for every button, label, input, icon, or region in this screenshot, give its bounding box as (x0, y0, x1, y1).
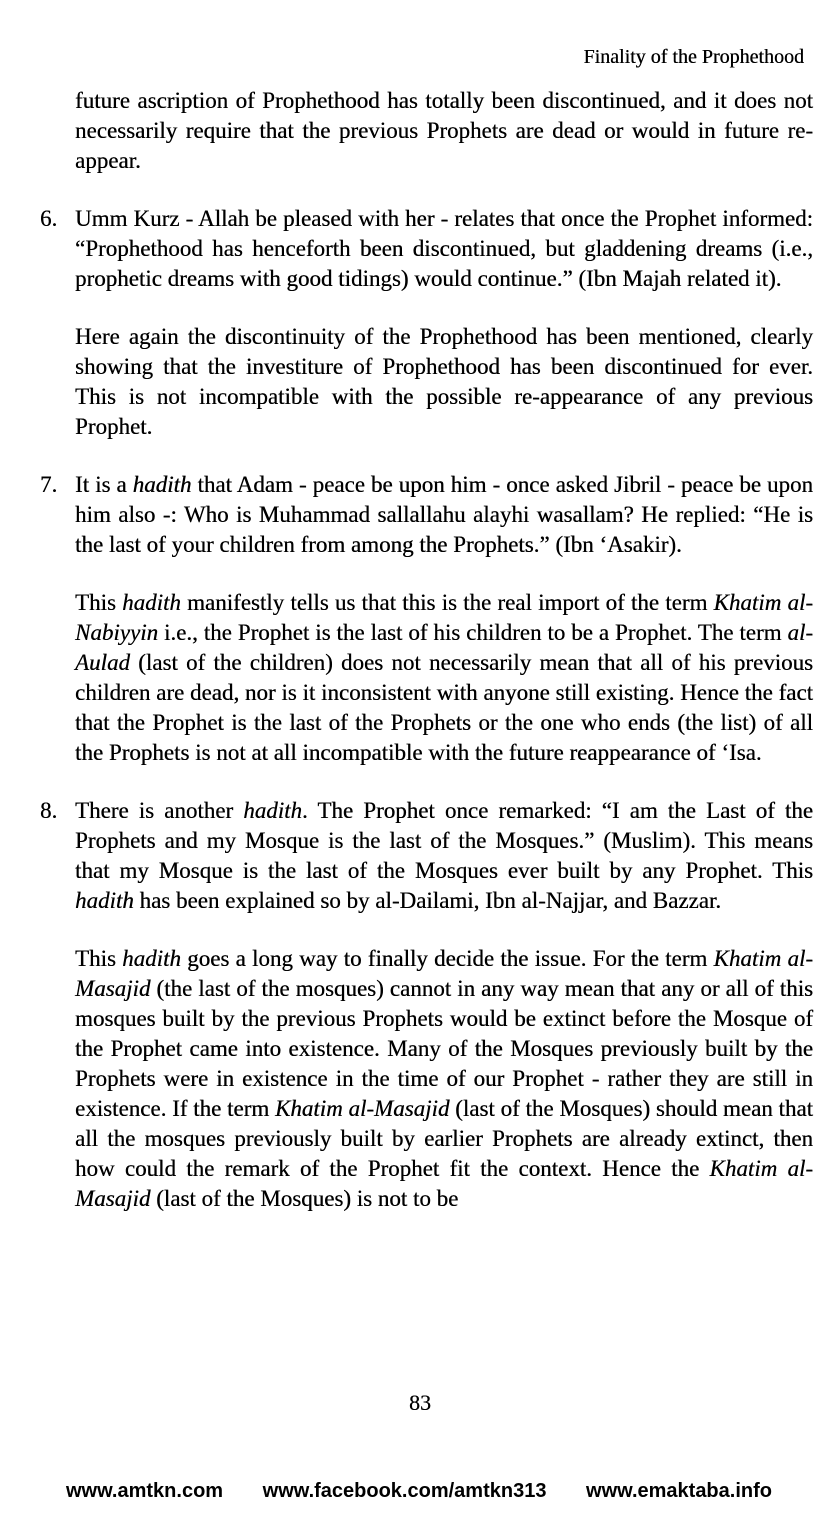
text-segment: There is another (75, 798, 244, 823)
footer-link-amtkn: www.amtkn.com (66, 1480, 224, 1502)
text-segment: (last of the children) does not necessarily mean that all of his previous children are dead, nor is it inconsistent with anyone still existing. Hence the fact that the Prophet is the last of the Prophets or the one who ends (the list) of all the Prophets is not at all incompatible with the future reappearance of ‘Isa. (75, 650, 813, 765)
paragraph (40, 86, 813, 176)
item-number (40, 944, 75, 1214)
numbered-item (40, 796, 813, 916)
text-segment: Here again the discontinuity of the Prophethood has been mentioned, clearly showing that the investiture of Prophethood has been discontinued for ever. This is not incompatible with the possible re-appearance of any previous Prophet. (75, 324, 813, 439)
item-number: 7. (40, 472, 58, 497)
text-segment-italic: Khatim al-Masajid (274, 1096, 450, 1121)
text-segment: (the last of the mosques) cannot in any way mean that any or all of this mosques built by the previous Prophets would be extinct before the Mosque of the Prophet came into existence. Many of the Mosques previously built by the Prophets were in existence in the time of our Prophet - rather they are still in existence. If the term (75, 976, 813, 1121)
item-number: 8. (40, 798, 58, 823)
item-number: 6. (40, 206, 58, 231)
item-number (40, 86, 75, 176)
text-segment: i.e., the Prophet is the last of his children to be a Prophet. The term (158, 620, 788, 645)
numbered-item (40, 204, 813, 294)
numbered-item (40, 470, 813, 560)
block-text (75, 86, 813, 176)
page-number: 83 (409, 1390, 431, 1415)
block-text (75, 322, 813, 442)
text-segment: It is a (75, 472, 133, 497)
paragraph (40, 588, 813, 768)
text-segment-italic: hadith (75, 888, 134, 913)
block-text (75, 470, 813, 560)
item-number (40, 588, 75, 768)
footer-link-emaktaba: www.emaktaba.info (586, 1480, 772, 1502)
text-segment-italic: hadith (243, 798, 302, 823)
text-segment-italic: hadith (122, 946, 181, 971)
text-segment: Umm Kurz - Allah be pleased with her - relates that once the Prophet informed: “Prophethood has henceforth been discontinued, but gladdening dreams (i.e., prophetic dreams with good tidings) would continue.” (Ibn Majah related it). (75, 206, 813, 291)
text-segment: (last of the Mosques) is not to be (150, 1186, 459, 1211)
paragraph (40, 322, 813, 442)
text-segment-italic: Khatim al-Masajid (75, 1156, 814, 1211)
text-segment: (last of the Mosques) should mean that all the mosques previously built by earlier Prophets are already extinct, then how could the remark of the Prophet fit the context. Hence the (75, 1096, 813, 1181)
text-segment-italic: al-Aulad (75, 620, 813, 675)
item-number (40, 322, 75, 442)
page-header-title: Finality of the Prophethood (583, 46, 804, 68)
text-segment: that Adam - peace be upon him - once asked Jibril - peace be upon him also -: Who is Muhammad sallallahu alayhi wasallam? He replied: “He is the last of your children from among the Prophets.” (Ibn ‘Asakir). (75, 472, 813, 557)
text-segment-italic: hadith (122, 590, 181, 615)
text-segment-italic: Khatim al-Masajid (75, 946, 813, 1001)
footer-link-facebook: www.facebook.com/amtkn313 (262, 1480, 547, 1502)
text-segment: goes a long way to finally decide the issue. For the term (180, 946, 714, 971)
block-text (75, 204, 813, 294)
paragraph (40, 944, 813, 1214)
block-text (75, 796, 813, 916)
text-segment: future ascription of Prophethood has totally been discontinued, and it does not necessarily require that the previous Prophets are dead or would in future re-appear. (75, 88, 813, 173)
block-text (75, 588, 813, 768)
text-segment: . The Prophet once remarked: “I am the Last of the Prophets and my Mosque is the last of the Mosques.” (Muslim). This means that my Mosque is the last of the Mosques ever built by any Prophet. This (75, 798, 813, 883)
text-segment: manifestly tells us that this is the real import of the term (180, 590, 714, 615)
text-segment-italic: hadith (132, 472, 192, 497)
block-text (75, 944, 813, 1214)
text-segment-italic: Khatim al-Nabiyyin (75, 590, 813, 645)
text-segment: This (75, 946, 123, 971)
document-body (40, 86, 813, 1242)
text-segment: has been explained so by al-Dailami, Ibn al-Najjar, and Bazzar. (133, 888, 722, 913)
text-segment: This (75, 590, 123, 615)
footer-links (66, 1480, 772, 1503)
